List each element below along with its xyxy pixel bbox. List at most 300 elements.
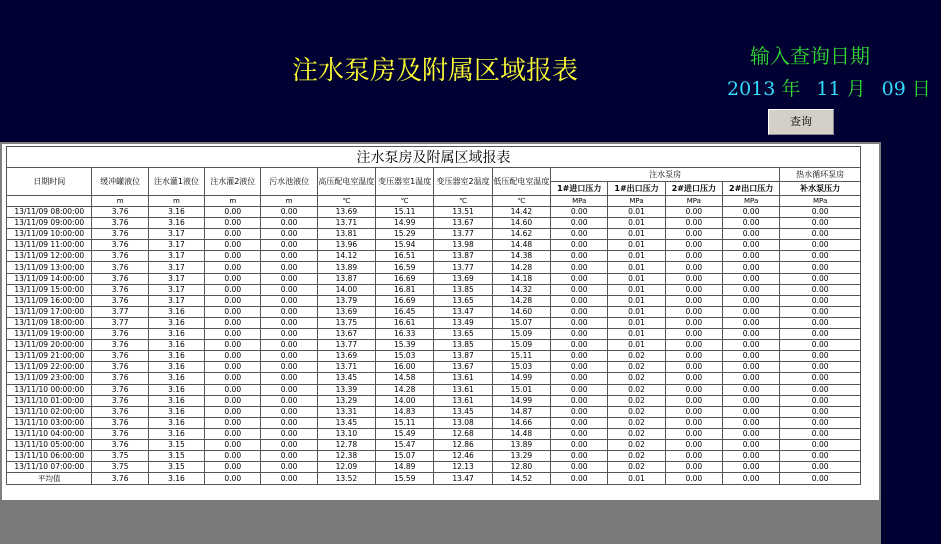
- table-cell: 14.60: [492, 218, 550, 229]
- unit-row: [7, 196, 861, 207]
- table-cell: 0.00: [665, 317, 722, 328]
- table-cell: 14.18: [492, 273, 550, 284]
- year-input[interactable]: 2013: [727, 78, 776, 100]
- table-cell: 0.01: [608, 329, 665, 340]
- report-title: 注水泵房及附属区域报表: [7, 147, 861, 168]
- table-cell: 14.99: [492, 395, 550, 406]
- table-cell: 0.02: [608, 462, 665, 473]
- table-cell: 0.00: [205, 351, 261, 362]
- table-cell: 0.00: [551, 240, 608, 251]
- table-cell: 13.45: [317, 373, 375, 384]
- table-cell: 0.00: [551, 340, 608, 351]
- table-row: [7, 306, 861, 317]
- table-cell: 14.42: [492, 207, 550, 218]
- table-cell: 0.00: [780, 340, 861, 351]
- table-cell: 12.09: [317, 462, 375, 473]
- unit-cell: MPa: [551, 196, 608, 207]
- table-cell: 0.00: [722, 306, 779, 317]
- table-cell: 0.00: [261, 329, 317, 340]
- year-unit: 年: [781, 78, 801, 100]
- table-cell: 14.12: [317, 251, 375, 262]
- row-datetime-cell: 13/11/09 12:00:00: [7, 251, 92, 262]
- table-cell: 0.00: [665, 340, 722, 351]
- table-cell: 3.16: [148, 306, 204, 317]
- table-cell: 3.16: [148, 329, 204, 340]
- table-cell: 0.00: [205, 251, 261, 262]
- table-cell: 0.00: [261, 251, 317, 262]
- table-cell: 0.02: [608, 395, 665, 406]
- table-cell: 0.00: [665, 395, 722, 406]
- table-cell: 13.89: [492, 439, 550, 450]
- average-cell: 13.47: [434, 473, 492, 485]
- table-cell: 3.76: [92, 262, 148, 273]
- table-cell: 3.77: [92, 306, 148, 317]
- table-cell: 3.16: [148, 428, 204, 439]
- table-row: [7, 329, 861, 340]
- table-cell: 3.76: [92, 329, 148, 340]
- table-cell: 0.00: [665, 351, 722, 362]
- table-cell: 13.65: [434, 295, 492, 306]
- unit-cell: MPa: [608, 196, 665, 207]
- table-cell: 0.01: [608, 218, 665, 229]
- table-cell: 0.00: [665, 273, 722, 284]
- table-cell: 14.32: [492, 284, 550, 295]
- table-cell: 0.02: [608, 373, 665, 384]
- table-cell: 3.16: [148, 207, 204, 218]
- table-cell: 0.00: [261, 218, 317, 229]
- table-cell: 0.00: [205, 229, 261, 240]
- table-cell: 0.00: [722, 284, 779, 295]
- table-cell: 14.58: [376, 373, 434, 384]
- table-cell: 0.00: [205, 240, 261, 251]
- table-row: [7, 417, 861, 428]
- table-cell: 0.00: [205, 317, 261, 328]
- table-cell: 0.00: [722, 262, 779, 273]
- column-header-lv-room-temp: 低压配电室温度: [492, 168, 550, 196]
- table-cell: 16.69: [376, 273, 434, 284]
- table-cell: 13.08: [434, 417, 492, 428]
- average-row: [7, 473, 861, 485]
- table-cell: 3.76: [92, 273, 148, 284]
- table-cell: 0.00: [261, 351, 317, 362]
- table-cell: 3.76: [92, 229, 148, 240]
- table-cell: 15.11: [376, 417, 434, 428]
- table-cell: 13.96: [317, 240, 375, 251]
- table-row: [7, 362, 861, 373]
- row-datetime-cell: 13/11/09 20:00:00: [7, 340, 92, 351]
- table-cell: 14.28: [376, 384, 434, 395]
- table-cell: 3.76: [92, 207, 148, 218]
- unit-cell: MPa: [780, 196, 861, 207]
- table-cell: 0.00: [780, 384, 861, 395]
- table-cell: 13.85: [434, 284, 492, 295]
- table-cell: 16.45: [376, 306, 434, 317]
- table-row: [7, 340, 861, 351]
- table-cell: 15.39: [376, 340, 434, 351]
- row-datetime-cell: 13/11/09 17:00:00: [7, 306, 92, 317]
- table-cell: 0.00: [261, 207, 317, 218]
- row-datetime-cell: 13/11/09 13:00:00: [7, 262, 92, 273]
- table-cell: 0.00: [205, 373, 261, 384]
- table-cell: 0.02: [608, 406, 665, 417]
- table-cell: 0.02: [608, 451, 665, 462]
- table-row: [7, 229, 861, 240]
- row-datetime-cell: 13/11/10 00:00:00: [7, 384, 92, 395]
- column-header-transformer1-temp: 变压器室1温度: [376, 168, 434, 196]
- table-cell: 0.00: [780, 439, 861, 450]
- table-cell: 0.00: [780, 362, 861, 373]
- table-cell: 0.00: [780, 329, 861, 340]
- table-cell: 16.59: [376, 262, 434, 273]
- table-cell: 0.00: [261, 439, 317, 450]
- table-cell: 3.15: [148, 439, 204, 450]
- average-cell: 3.16: [148, 473, 204, 485]
- table-cell: 3.77: [92, 317, 148, 328]
- unit-cell: ℃: [317, 196, 375, 207]
- table-cell: 0.00: [722, 351, 779, 362]
- table-cell: 0.00: [665, 251, 722, 262]
- table-cell: 13.67: [317, 329, 375, 340]
- report-paper: [2, 144, 879, 500]
- table-cell: 0.00: [722, 362, 779, 373]
- query-button[interactable]: 查询: [768, 109, 834, 135]
- table-cell: 14.48: [492, 240, 550, 251]
- average-cell: 0.00: [551, 473, 608, 485]
- table-cell: 14.62: [492, 229, 550, 240]
- table-cell: 3.17: [148, 273, 204, 284]
- table-row: [7, 295, 861, 306]
- table-cell: 0.00: [551, 251, 608, 262]
- table-cell: 0.00: [722, 340, 779, 351]
- table-cell: 0.00: [205, 295, 261, 306]
- table-cell: 0.02: [608, 417, 665, 428]
- table-cell: 0.00: [665, 295, 722, 306]
- table-cell: 0.00: [722, 295, 779, 306]
- table-cell: 3.15: [148, 451, 204, 462]
- table-cell: 14.38: [492, 251, 550, 262]
- average-cell: 0.01: [608, 473, 665, 485]
- table-cell: 0.02: [608, 428, 665, 439]
- table-cell: 15.09: [492, 340, 550, 351]
- table-cell: 0.00: [722, 251, 779, 262]
- page-title: 注水泵房及附属区域报表: [291, 56, 578, 86]
- table-cell: 3.76: [92, 439, 148, 450]
- table-cell: 0.00: [205, 395, 261, 406]
- table-cell: 0.00: [551, 362, 608, 373]
- table-cell: 0.00: [261, 240, 317, 251]
- table-cell: 0.00: [722, 273, 779, 284]
- table-cell: 16.69: [376, 295, 434, 306]
- table-row: [7, 351, 861, 362]
- table-row: [7, 273, 861, 284]
- table-cell: 14.99: [376, 218, 434, 229]
- table-cell: 3.76: [92, 340, 148, 351]
- table-cell: 0.00: [551, 439, 608, 450]
- table-cell: 13.49: [434, 317, 492, 328]
- table-cell: 12.68: [434, 428, 492, 439]
- table-cell: 0.00: [780, 351, 861, 362]
- table-cell: 0.01: [608, 295, 665, 306]
- unit-cell: MPa: [722, 196, 779, 207]
- table-cell: 0.00: [722, 218, 779, 229]
- table-cell: 0.00: [665, 439, 722, 450]
- table-cell: 13.81: [317, 229, 375, 240]
- column-header-outlet2-pressure: 2#出口压力: [722, 182, 779, 196]
- table-cell: 3.16: [148, 373, 204, 384]
- unit-cell: m: [92, 196, 148, 207]
- table-cell: 3.76: [92, 406, 148, 417]
- row-datetime-cell: 13/11/10 01:00:00: [7, 395, 92, 406]
- table-cell: 0.00: [665, 262, 722, 273]
- table-cell: 0.00: [261, 262, 317, 273]
- table-cell: 0.01: [608, 317, 665, 328]
- table-cell: 0.00: [780, 395, 861, 406]
- table-cell: 0.00: [722, 207, 779, 218]
- table-cell: 0.00: [261, 273, 317, 284]
- table-cell: 0.00: [261, 451, 317, 462]
- table-cell: 3.15: [148, 462, 204, 473]
- footer-strip: [0, 500, 881, 544]
- table-cell: 0.00: [551, 451, 608, 462]
- row-datetime-cell: 13/11/09 08:00:00: [7, 207, 92, 218]
- table-cell: 0.00: [780, 295, 861, 306]
- table-cell: 0.00: [665, 229, 722, 240]
- table-cell: 0.00: [205, 329, 261, 340]
- row-datetime-cell: 13/11/09 14:00:00: [7, 273, 92, 284]
- column-header-sewage-pool-level: 污水池液位: [261, 168, 317, 196]
- table-cell: 16.81: [376, 284, 434, 295]
- average-cell: 0.00: [780, 473, 861, 485]
- table-cell: 3.16: [148, 406, 204, 417]
- row-datetime-cell: 13/11/09 16:00:00: [7, 295, 92, 306]
- table-cell: 13.61: [434, 384, 492, 395]
- table-row: [7, 207, 861, 218]
- table-cell: 14.87: [492, 406, 550, 417]
- table-cell: 0.00: [551, 373, 608, 384]
- table-cell: 0.00: [551, 218, 608, 229]
- table-cell: 13.10: [317, 428, 375, 439]
- table-cell: 0.00: [551, 462, 608, 473]
- table-cell: 16.33: [376, 329, 434, 340]
- unit-cell: ℃: [376, 196, 434, 207]
- table-cell: 13.65: [434, 329, 492, 340]
- table-cell: 0.00: [665, 329, 722, 340]
- table-cell: 15.47: [376, 439, 434, 450]
- table-cell: 0.01: [608, 306, 665, 317]
- table-cell: 0.00: [780, 284, 861, 295]
- column-header-datetime: 日期时间: [7, 168, 92, 196]
- table-cell: 0.00: [780, 229, 861, 240]
- table-cell: 0.00: [665, 451, 722, 462]
- table-cell: 16.61: [376, 317, 434, 328]
- month-input[interactable]: 11: [816, 78, 841, 100]
- table-row: [7, 218, 861, 229]
- table-cell: 3.76: [92, 417, 148, 428]
- table-cell: 14.28: [492, 262, 550, 273]
- table-cell: 0.00: [261, 317, 317, 328]
- table-cell: 12.80: [492, 462, 550, 473]
- unit-cell: ℃: [492, 196, 550, 207]
- table-row: [7, 395, 861, 406]
- table-cell: 14.99: [492, 373, 550, 384]
- table-cell: 14.60: [492, 306, 550, 317]
- table-cell: 13.69: [317, 207, 375, 218]
- day-unit: 日: [911, 78, 931, 100]
- group-header-heat-pump-house: 热水循环泵房: [780, 168, 861, 182]
- table-cell: 3.76: [92, 284, 148, 295]
- table-cell: 0.00: [551, 262, 608, 273]
- table-row: [7, 462, 861, 473]
- table-cell: 14.48: [492, 428, 550, 439]
- table-cell: 12.46: [434, 451, 492, 462]
- table-cell: 13.89: [317, 262, 375, 273]
- row-datetime-cell: 13/11/10 06:00:00: [7, 451, 92, 462]
- table-cell: 3.76: [92, 362, 148, 373]
- table-cell: 13.69: [434, 273, 492, 284]
- table-cell: 13.77: [434, 262, 492, 273]
- table-cell: 13.69: [317, 351, 375, 362]
- table-cell: 0.00: [780, 428, 861, 439]
- table-cell: 12.86: [434, 439, 492, 450]
- table-cell: 0.00: [722, 229, 779, 240]
- table-cell: 0.00: [551, 284, 608, 295]
- table-cell: 0.00: [261, 428, 317, 439]
- table-cell: 0.00: [665, 417, 722, 428]
- table-cell: 3.17: [148, 229, 204, 240]
- table-cell: 0.00: [722, 417, 779, 428]
- table-cell: 0.00: [261, 417, 317, 428]
- row-datetime-cell: 13/11/09 19:00:00: [7, 329, 92, 340]
- table-cell: 0.00: [551, 384, 608, 395]
- row-datetime-cell: 13/11/09 23:00:00: [7, 373, 92, 384]
- table-cell: 0.00: [780, 306, 861, 317]
- table-cell: 0.00: [261, 384, 317, 395]
- table-cell: 14.83: [376, 406, 434, 417]
- table-cell: 0.00: [665, 462, 722, 473]
- table-cell: 3.17: [148, 251, 204, 262]
- table-cell: 0.00: [665, 240, 722, 251]
- table-cell: 15.07: [376, 451, 434, 462]
- table-cell: 3.16: [148, 417, 204, 428]
- table-cell: 0.01: [608, 273, 665, 284]
- table-cell: 0.00: [551, 395, 608, 406]
- unit-cell: m: [205, 196, 261, 207]
- table-cell: 0.00: [780, 262, 861, 273]
- table-cell: 13.71: [317, 218, 375, 229]
- row-datetime-cell: 13/11/10 04:00:00: [7, 428, 92, 439]
- table-cell: 3.76: [92, 218, 148, 229]
- table-cell: 0.00: [780, 373, 861, 384]
- table-cell: 0.00: [665, 306, 722, 317]
- table-cell: 0.00: [261, 462, 317, 473]
- date-input-group: [727, 74, 941, 101]
- table-cell: 15.03: [376, 351, 434, 362]
- table-cell: 13.87: [434, 251, 492, 262]
- table-cell: 13.87: [317, 273, 375, 284]
- unit-cell: MPa: [665, 196, 722, 207]
- table-cell: 0.00: [551, 295, 608, 306]
- table-cell: 0.00: [205, 340, 261, 351]
- report-body: [7, 207, 861, 485]
- table-row: [7, 284, 861, 295]
- table-cell: 0.01: [608, 229, 665, 240]
- table-cell: 0.02: [608, 362, 665, 373]
- table-cell: 3.16: [148, 340, 204, 351]
- table-cell: 0.00: [205, 273, 261, 284]
- report-table: [6, 146, 861, 485]
- table-cell: 0.00: [665, 373, 722, 384]
- table-cell: 3.76: [92, 384, 148, 395]
- column-header-tank1-level: 注水灌1液位: [148, 168, 204, 196]
- table-cell: 14.89: [376, 462, 434, 473]
- average-cell: 0.00: [722, 473, 779, 485]
- table-cell: 3.75: [92, 462, 148, 473]
- table-cell: 15.03: [492, 362, 550, 373]
- table-cell: 3.76: [92, 351, 148, 362]
- table-cell: 3.17: [148, 284, 204, 295]
- table-cell: 0.00: [261, 362, 317, 373]
- table-cell: 3.76: [92, 240, 148, 251]
- table-cell: 0.00: [722, 317, 779, 328]
- table-cell: 0.00: [722, 240, 779, 251]
- table-cell: 13.98: [434, 240, 492, 251]
- table-cell: 0.01: [608, 251, 665, 262]
- day-input[interactable]: 09: [881, 78, 906, 100]
- table-cell: 15.49: [376, 428, 434, 439]
- table-cell: 0.01: [608, 340, 665, 351]
- table-cell: 0.00: [665, 406, 722, 417]
- table-cell: 0.00: [665, 284, 722, 295]
- table-cell: 13.45: [317, 417, 375, 428]
- date-query-label: 输入查询日期: [750, 44, 870, 68]
- average-cell: 0.00: [261, 473, 317, 485]
- table-cell: 13.75: [317, 317, 375, 328]
- table-cell: 0.00: [551, 417, 608, 428]
- table-cell: 3.16: [148, 218, 204, 229]
- table-cell: 3.17: [148, 240, 204, 251]
- unit-cell: [7, 196, 92, 207]
- table-cell: 0.00: [665, 362, 722, 373]
- table-row: [7, 406, 861, 417]
- table-cell: 0.00: [780, 207, 861, 218]
- table-cell: 0.00: [722, 373, 779, 384]
- table-cell: 0.00: [780, 251, 861, 262]
- table-cell: 12.78: [317, 439, 375, 450]
- row-datetime-cell: 13/11/09 21:00:00: [7, 351, 92, 362]
- table-cell: 0.00: [261, 373, 317, 384]
- table-cell: 15.29: [376, 229, 434, 240]
- month-unit: 月: [846, 78, 866, 100]
- table-cell: 0.00: [722, 329, 779, 340]
- table-cell: 0.00: [551, 317, 608, 328]
- column-header-transformer2-temp: 变压器室2温度: [434, 168, 492, 196]
- average-cell: 13.52: [317, 473, 375, 485]
- table-cell: 0.00: [205, 262, 261, 273]
- table-cell: 14.00: [317, 284, 375, 295]
- column-header-hv-room-temp: 高压配电室温度: [317, 168, 375, 196]
- header-panel: [0, 0, 931, 142]
- table-cell: 3.17: [148, 262, 204, 273]
- table-cell: 0.00: [261, 229, 317, 240]
- table-cell: 14.66: [492, 417, 550, 428]
- table-cell: 0.00: [722, 439, 779, 450]
- row-datetime-cell: 13/11/09 18:00:00: [7, 317, 92, 328]
- table-cell: 13.61: [434, 395, 492, 406]
- table-row: [7, 251, 861, 262]
- report-sheet-area: [0, 142, 881, 544]
- table-row: [7, 373, 861, 384]
- average-cell: 0.00: [665, 473, 722, 485]
